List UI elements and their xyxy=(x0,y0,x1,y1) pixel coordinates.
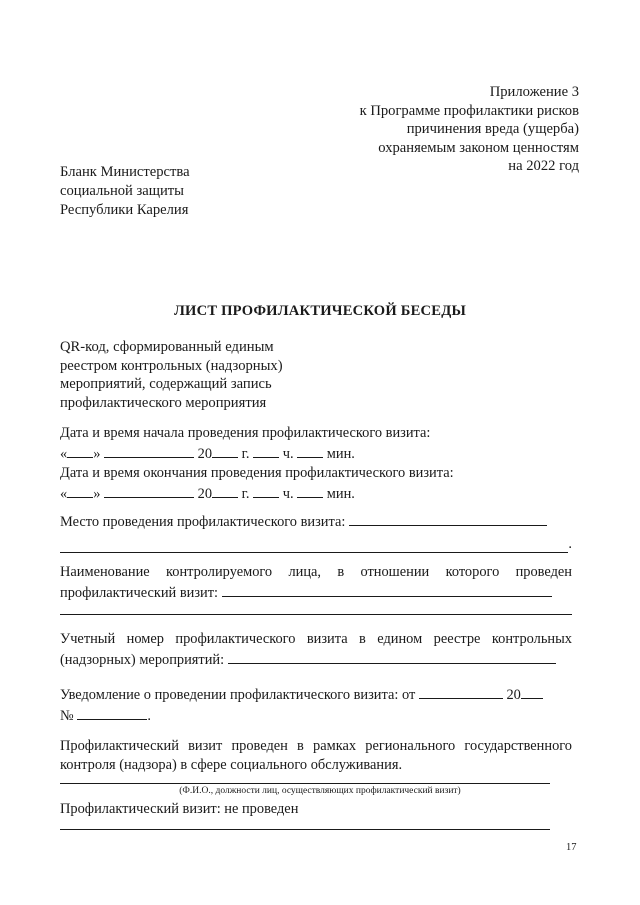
place-row-2 xyxy=(60,536,572,553)
page-number: 17 xyxy=(566,842,577,853)
notice-number-row xyxy=(60,705,572,726)
notice-text: Уведомление о проведении профилактического визита: от xyxy=(60,687,416,703)
close-quote: » xyxy=(93,446,101,462)
close-quote: » xyxy=(93,486,101,502)
open-quote: « xyxy=(60,486,68,502)
year-prefix: 20 xyxy=(197,446,213,462)
year-blank[interactable] xyxy=(212,443,238,458)
qr-line: профилактического мероприятия xyxy=(60,394,267,411)
entity-blank[interactable] xyxy=(222,582,552,597)
minutes-blank[interactable] xyxy=(297,443,323,458)
inspectors-caption: (Ф.И.О., должности лиц, осуществляющих профилактический визит) xyxy=(179,786,461,796)
notice-end: . xyxy=(147,708,151,724)
place-end: . xyxy=(568,536,572,552)
appendix-line: причинения вреда (ущерба) xyxy=(406,121,579,137)
qr-line: мероприятий, содержащий запись xyxy=(60,376,272,392)
appendix-header xyxy=(219,83,579,176)
blank-line: социальной защиты xyxy=(60,183,184,199)
year-suffix: г. xyxy=(241,446,250,462)
place-row xyxy=(60,511,572,532)
qr-code-note xyxy=(60,338,360,412)
blank-line: Республики Карелия xyxy=(60,202,189,218)
year-suffix: г. xyxy=(241,486,250,502)
entity-line-2: профилактический визит: xyxy=(60,585,219,601)
notice-year: 20 xyxy=(506,687,521,703)
place-blank[interactable] xyxy=(349,511,547,526)
notice-number-blank[interactable] xyxy=(77,705,147,720)
inspectors-blank[interactable] xyxy=(60,782,550,784)
place-section xyxy=(60,511,572,553)
not-conducted-section xyxy=(60,800,572,830)
notice-date-blank[interactable] xyxy=(419,684,503,699)
qr-line: реестром контрольных (надзорных) xyxy=(60,357,283,374)
visit-dates xyxy=(60,424,572,504)
account-line-1: Учетный номер профилактического визита в едином реестре контрольных xyxy=(60,631,572,647)
account-section xyxy=(60,630,572,670)
start-date-label: Дата и время начала проведения профилактического визита: xyxy=(60,425,431,441)
entity-line-2-row xyxy=(60,582,572,603)
blank-line: Бланк Министерства xyxy=(60,164,190,180)
entity-text xyxy=(60,563,572,603)
appendix-line: охраняемым законом ценностям xyxy=(378,139,579,156)
year-blank[interactable] xyxy=(212,483,238,498)
minutes-blank[interactable] xyxy=(297,483,323,498)
entity-section xyxy=(60,563,572,615)
not-conducted-blank[interactable] xyxy=(60,828,550,830)
end-date-label: Дата и время окончания проведения профилактического визита: xyxy=(60,465,454,481)
day-blank[interactable] xyxy=(67,443,93,458)
appendix-line: к Программе профилактики рисков xyxy=(359,102,579,119)
month-blank[interactable] xyxy=(104,483,194,498)
account-number-blank[interactable] xyxy=(228,649,556,664)
conducted-section xyxy=(60,737,572,784)
start-date-row xyxy=(60,443,572,464)
qr-line: QR-код, сформированный единым xyxy=(60,339,274,355)
hours-label: ч. xyxy=(282,446,294,462)
conducted-line-1: Профилактический визит проведен в рамках регионального государственного xyxy=(60,738,572,754)
notice-year-blank[interactable] xyxy=(521,684,543,699)
ministry-blank xyxy=(60,163,320,220)
not-conducted-text: Профилактический визит: не проведен xyxy=(60,801,299,817)
year-prefix: 20 xyxy=(197,486,213,502)
notice-section xyxy=(60,684,572,726)
hours-blank[interactable] xyxy=(253,443,279,458)
conducted-line-2: контроля (надзора) в сфере социального обслуживания. xyxy=(60,757,403,773)
notice-row xyxy=(60,684,572,705)
end-date-row xyxy=(60,483,572,504)
account-line-2: (надзорных) мероприятий: xyxy=(60,652,225,668)
account-line-2-row xyxy=(60,649,572,670)
appendix-line: Приложение 3 xyxy=(489,84,579,100)
open-quote: « xyxy=(60,446,68,462)
place-label: Место проведения профилактического визита: xyxy=(60,514,346,530)
hours-label: ч. xyxy=(282,486,294,502)
entity-blank-2[interactable] xyxy=(60,613,572,615)
number-sign: № xyxy=(60,708,74,724)
day-blank[interactable] xyxy=(67,483,93,498)
document-title: ЛИСТ ПРОФИЛАКТИЧЕСКОЙ БЕСЕДЫ xyxy=(173,303,466,319)
appendix-line: на 2022 год xyxy=(508,158,579,174)
month-blank[interactable] xyxy=(104,443,194,458)
minutes-label: мин. xyxy=(326,486,355,502)
entity-line-1: Наименование контролируемого лица, в отношении которого проведен xyxy=(60,564,572,580)
hours-blank[interactable] xyxy=(253,483,279,498)
place-blank-2[interactable] xyxy=(60,551,568,553)
minutes-label: мин. xyxy=(326,446,355,462)
